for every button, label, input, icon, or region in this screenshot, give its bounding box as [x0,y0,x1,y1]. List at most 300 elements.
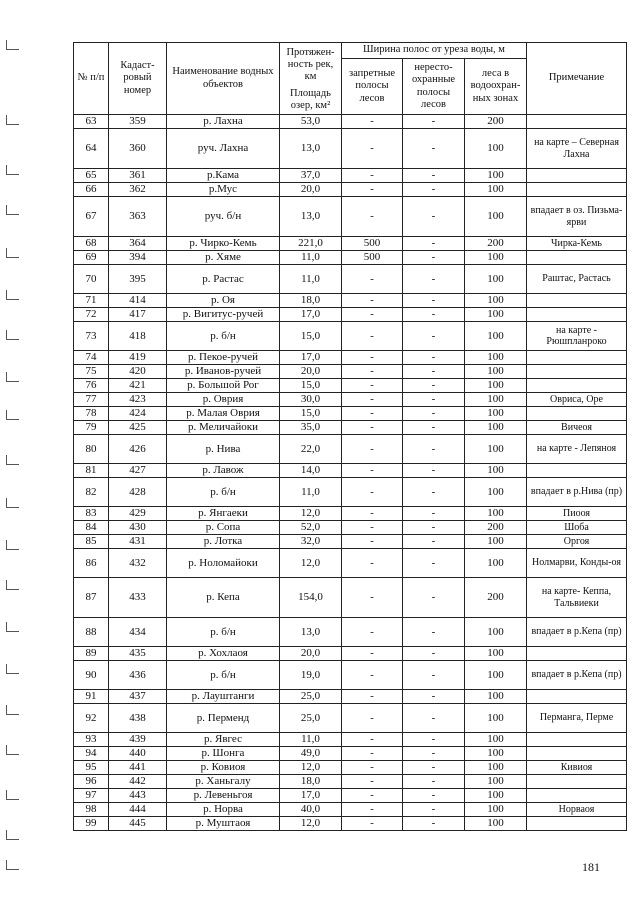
spawning-strip: - [403,578,465,618]
water-object-name: р. Малая Оврия [167,407,280,421]
table-row [74,115,627,129]
water-object-name: р. Перменд [167,704,280,733]
water-zone-strip: 100 [465,507,527,521]
binding-mark [6,540,19,550]
table-row [74,322,627,351]
note [527,183,627,197]
table-row [74,183,627,197]
water-object-name: руч. Лахна [167,129,280,169]
table-row [74,365,627,379]
length-value: 40,0 [280,803,342,817]
water-zone-strip: 100 [465,618,527,647]
row-number: 74 [74,351,109,365]
spawning-strip: - [403,549,465,578]
length-value: 17,0 [280,789,342,803]
cadastral-number: 360 [109,129,167,169]
water-zone-strip: 100 [465,365,527,379]
note: на карте - Рюшпланроко [527,322,627,351]
water-object-name: р. Явгес [167,733,280,747]
cadastral-number: 442 [109,775,167,789]
water-object-name: р. Сопа [167,521,280,535]
binding-mark [6,580,19,590]
water-object-name: р. Ковиоя [167,761,280,775]
water-object-name: р. Растас [167,265,280,294]
water-object-name: р. Ноломайоки [167,549,280,578]
note: Раштас, Растась [527,265,627,294]
length-value: 13,0 [280,197,342,237]
note: Норваоя [527,803,627,817]
forbidden-strip: - [342,478,403,507]
length-value: 17,0 [280,351,342,365]
length-value: 11,0 [280,251,342,265]
length-value: 18,0 [280,775,342,789]
water-object-name: р. Чирко-Кемь [167,237,280,251]
water-zone-strip: 100 [465,197,527,237]
forbidden-strip: - [342,322,403,351]
spawning-strip: - [403,507,465,521]
water-object-name: р. Лотка [167,535,280,549]
water-object-name: р. Пекое-ручей [167,351,280,365]
water-zone-strip: 100 [465,251,527,265]
note [527,308,627,322]
water-zone-strip: 100 [465,549,527,578]
length-value: 15,0 [280,407,342,421]
cadastral-number: 418 [109,322,167,351]
length-value: 15,0 [280,379,342,393]
water-zone-strip: 100 [465,183,527,197]
table-row [74,690,627,704]
water-object-name: р. Оя [167,294,280,308]
water-object-name: р. Большой Рог [167,379,280,393]
forbidden-strip: - [342,197,403,237]
water-zone-strip: 100 [465,775,527,789]
length-value: 25,0 [280,690,342,704]
header-forbidden: запретные полосы лесов [342,59,403,115]
water-object-name: р. Лауштанги [167,690,280,704]
row-number: 97 [74,789,109,803]
water-object-name: р. Муштаоя [167,817,280,831]
cadastral-number: 363 [109,197,167,237]
length-value: 52,0 [280,521,342,535]
length-value: 15,0 [280,322,342,351]
binding-mark [6,372,19,382]
binding-mark [6,830,19,840]
water-zone-strip: 100 [465,322,527,351]
cadastral-number: 420 [109,365,167,379]
table-row [74,704,627,733]
forbidden-strip: - [342,115,403,129]
forbidden-strip: - [342,690,403,704]
water-object-name: р. б/н [167,661,280,690]
binding-mark [6,165,19,175]
binding-mark [6,115,19,125]
water-object-name: р. Вигитус-ручей [167,308,280,322]
row-number: 67 [74,197,109,237]
row-number: 71 [74,294,109,308]
length-value: 12,0 [280,549,342,578]
forbidden-strip: - [342,379,403,393]
forbidden-strip: - [342,351,403,365]
spawning-strip: - [403,435,465,464]
header-spawning: нересто-охранные полосы лесов [403,59,465,115]
length-value: 11,0 [280,265,342,294]
forbidden-strip: - [342,507,403,521]
row-number: 83 [74,507,109,521]
note: впадает в р.Кепа (пр) [527,661,627,690]
cadastral-number: 429 [109,507,167,521]
note [527,690,627,704]
forbidden-strip: - [342,407,403,421]
row-number: 87 [74,578,109,618]
length-value: 12,0 [280,507,342,521]
table-row [74,464,627,478]
binding-mark [6,248,19,258]
row-number: 91 [74,690,109,704]
spawning-strip: - [403,169,465,183]
row-number: 95 [74,761,109,775]
note [527,407,627,421]
spawning-strip: - [403,690,465,704]
note [527,789,627,803]
length-value: 32,0 [280,535,342,549]
table-row [74,237,627,251]
spawning-strip: - [403,294,465,308]
water-object-name: р. Норва [167,803,280,817]
row-number: 86 [74,549,109,578]
water-object-name: р. Лахна [167,115,280,129]
table-row [74,478,627,507]
note: впадает в р.Нива (пр) [527,478,627,507]
water-zone-strip: 100 [465,169,527,183]
cadastral-number: 421 [109,379,167,393]
water-object-name: р. Шонга [167,747,280,761]
spawning-strip: - [403,379,465,393]
row-number: 85 [74,535,109,549]
row-number: 78 [74,407,109,421]
table-row [74,803,627,817]
table-row [74,507,627,521]
note [527,379,627,393]
length-value: 221,0 [280,237,342,251]
water-object-name: р. Левеньгоя [167,789,280,803]
cadastral-number: 425 [109,421,167,435]
header-note: Примечание [527,43,627,115]
row-number: 94 [74,747,109,761]
length-value: 20,0 [280,647,342,661]
table-row [74,747,627,761]
spawning-strip: - [403,365,465,379]
spawning-strip: - [403,265,465,294]
note: на карте- Кеппа, Тальвиеки [527,578,627,618]
cadastral-number: 441 [109,761,167,775]
spawning-strip: - [403,351,465,365]
water-object-name: р. Кепа [167,578,280,618]
page-number: 181 [582,860,600,874]
spawning-strip: - [403,421,465,435]
length-value: 20,0 [280,183,342,197]
note: на карте - Лепяноя [527,435,627,464]
row-number: 96 [74,775,109,789]
table-row [74,521,627,535]
binding-mark [6,622,19,632]
note [527,647,627,661]
water-zone-strip: 100 [465,817,527,831]
note: Чирка-Кемь [527,237,627,251]
binding-mark [6,330,19,340]
row-number: 72 [74,308,109,322]
length-value: 30,0 [280,393,342,407]
binding-mark [6,290,19,300]
length-value: 154,0 [280,578,342,618]
row-number: 81 [74,464,109,478]
spawning-strip: - [403,803,465,817]
row-number: 66 [74,183,109,197]
water-object-name: р. Лавож [167,464,280,478]
spawning-strip: - [403,817,465,831]
forbidden-strip: 500 [342,237,403,251]
spawning-strip: - [403,535,465,549]
spawning-strip: - [403,647,465,661]
spawning-strip: - [403,237,465,251]
water-object-name: р. Нива [167,435,280,464]
note: Нолмарви, Конды-оя [527,549,627,578]
forbidden-strip: 500 [342,251,403,265]
water-zone-strip: 100 [465,129,527,169]
length-value: 35,0 [280,421,342,435]
binding-mark [6,790,19,800]
note: Овриса, Оре [527,393,627,407]
note [527,817,627,831]
binding-mark [6,745,19,755]
header-cadastral: Кадаст-ровый номер [109,43,167,115]
spawning-strip: - [403,407,465,421]
table-row [74,761,627,775]
cadastral-number: 438 [109,704,167,733]
row-number: 65 [74,169,109,183]
binding-mark [6,40,19,50]
spawning-strip: - [403,733,465,747]
spawning-strip: - [403,115,465,129]
water-zone-strip: 100 [465,747,527,761]
cadastral-number: 439 [109,733,167,747]
binding-mark [6,664,19,674]
water-object-name: р. б/н [167,478,280,507]
table-row [74,421,627,435]
spawning-strip: - [403,521,465,535]
water-zone-strip: 100 [465,308,527,322]
note [527,351,627,365]
forbidden-strip: - [342,521,403,535]
spawning-strip: - [403,197,465,237]
row-number: 63 [74,115,109,129]
row-number: 88 [74,618,109,647]
cadastral-number: 362 [109,183,167,197]
length-value: 49,0 [280,747,342,761]
length-value: 12,0 [280,817,342,831]
cadastral-number: 414 [109,294,167,308]
note: Перманга, Перме [527,704,627,733]
row-number: 99 [74,817,109,831]
forbidden-strip: - [342,578,403,618]
water-zone-strip: 200 [465,237,527,251]
length-value: 17,0 [280,308,342,322]
row-number: 89 [74,647,109,661]
row-number: 73 [74,322,109,351]
forbidden-strip: - [342,775,403,789]
water-zone-strip: 100 [465,421,527,435]
cadastral-number: 394 [109,251,167,265]
cadastral-number: 432 [109,549,167,578]
row-number: 75 [74,365,109,379]
spawning-strip: - [403,322,465,351]
cadastral-number: 424 [109,407,167,421]
header-num: № п/п [74,43,109,115]
forbidden-strip: - [342,421,403,435]
spawning-strip: - [403,747,465,761]
length-value: 25,0 [280,704,342,733]
spawning-strip: - [403,129,465,169]
water-object-name: р. Янгаеки [167,507,280,521]
binding-mark [6,410,19,420]
forbidden-strip: - [342,661,403,690]
length-value: 13,0 [280,129,342,169]
cadastral-number: 445 [109,817,167,831]
water-object-name: р.Мус [167,183,280,197]
spawning-strip: - [403,393,465,407]
length-value: 53,0 [280,115,342,129]
table-row [74,351,627,365]
note: Шоба [527,521,627,535]
length-value: 22,0 [280,435,342,464]
forbidden-strip: - [342,308,403,322]
water-object-name: р.Кама [167,169,280,183]
cadastral-number: 395 [109,265,167,294]
header-length: Протяжен-ность рек, км [280,43,342,87]
table-header [74,43,627,115]
cadastral-number: 423 [109,393,167,407]
length-value: 20,0 [280,365,342,379]
note: Вичеоя [527,421,627,435]
forbidden-strip: - [342,747,403,761]
table-body [74,115,627,831]
note [527,775,627,789]
table-row [74,294,627,308]
note: впадает в р.Кепа (пр) [527,618,627,647]
forbidden-strip: - [342,535,403,549]
water-zone-strip: 200 [465,115,527,129]
water-object-name: р. Ханьгалу [167,775,280,789]
forbidden-strip: - [342,647,403,661]
water-zone-strip: 100 [465,294,527,308]
row-number: 84 [74,521,109,535]
forbidden-strip: - [342,183,403,197]
binding-mark [6,860,19,870]
length-value: 19,0 [280,661,342,690]
water-zone-strip: 100 [465,351,527,365]
cadastral-number: 364 [109,237,167,251]
row-number: 79 [74,421,109,435]
cadastral-number: 440 [109,747,167,761]
water-zone-strip: 200 [465,521,527,535]
binding-mark [6,705,19,715]
table-row [74,393,627,407]
forbidden-strip: - [342,169,403,183]
water-object-name: р. Иванов-ручей [167,365,280,379]
water-zone-strip: 100 [465,690,527,704]
length-value: 37,0 [280,169,342,183]
cadastral-number: 427 [109,464,167,478]
note: Кивиоя [527,761,627,775]
cadastral-number: 433 [109,578,167,618]
note: впадает в оз. Пизьма-ярви [527,197,627,237]
note [527,747,627,761]
length-value: 12,0 [280,761,342,775]
water-zone-strip: 100 [465,761,527,775]
water-zone-strip: 100 [465,535,527,549]
length-value: 11,0 [280,733,342,747]
spawning-strip: - [403,308,465,322]
water-zone-strip: 100 [465,435,527,464]
table-row [74,265,627,294]
row-number: 70 [74,265,109,294]
table-row [74,549,627,578]
note: на карте – Северная Лахна [527,129,627,169]
cadastral-number: 419 [109,351,167,365]
cadastral-number: 443 [109,789,167,803]
note: Пиооя [527,507,627,521]
table-row [74,251,627,265]
water-zone-strip: 100 [465,265,527,294]
table-row [74,308,627,322]
binding-mark [6,455,19,465]
note [527,365,627,379]
cadastral-number: 435 [109,647,167,661]
forbidden-strip: - [342,761,403,775]
row-number: 92 [74,704,109,733]
table-row [74,618,627,647]
water-object-name: р. Хохлаоя [167,647,280,661]
table-row [74,379,627,393]
cadastral-number: 428 [109,478,167,507]
row-number: 93 [74,733,109,747]
header-water-zone: леса в водоохран-ных зонах [465,59,527,115]
note [527,464,627,478]
water-zone-strip: 100 [465,407,527,421]
water-zone-strip: 100 [465,478,527,507]
length-value: 18,0 [280,294,342,308]
row-number: 77 [74,393,109,407]
spawning-strip: - [403,704,465,733]
row-number: 80 [74,435,109,464]
water-object-name: р. б/н [167,618,280,647]
forbidden-strip: - [342,435,403,464]
length-value: 14,0 [280,464,342,478]
water-object-name: р. б/н [167,322,280,351]
cadastral-number: 436 [109,661,167,690]
forbidden-strip: - [342,733,403,747]
note [527,169,627,183]
header-width-group: Ширина полос от уреза воды, м [342,43,527,59]
row-number: 82 [74,478,109,507]
cadastral-number: 434 [109,618,167,647]
table-row [74,775,627,789]
water-object-name: руч. б/н [167,197,280,237]
cadastral-number: 426 [109,435,167,464]
table-row [74,647,627,661]
forbidden-strip: - [342,129,403,169]
table-row [74,789,627,803]
row-number: 68 [74,237,109,251]
